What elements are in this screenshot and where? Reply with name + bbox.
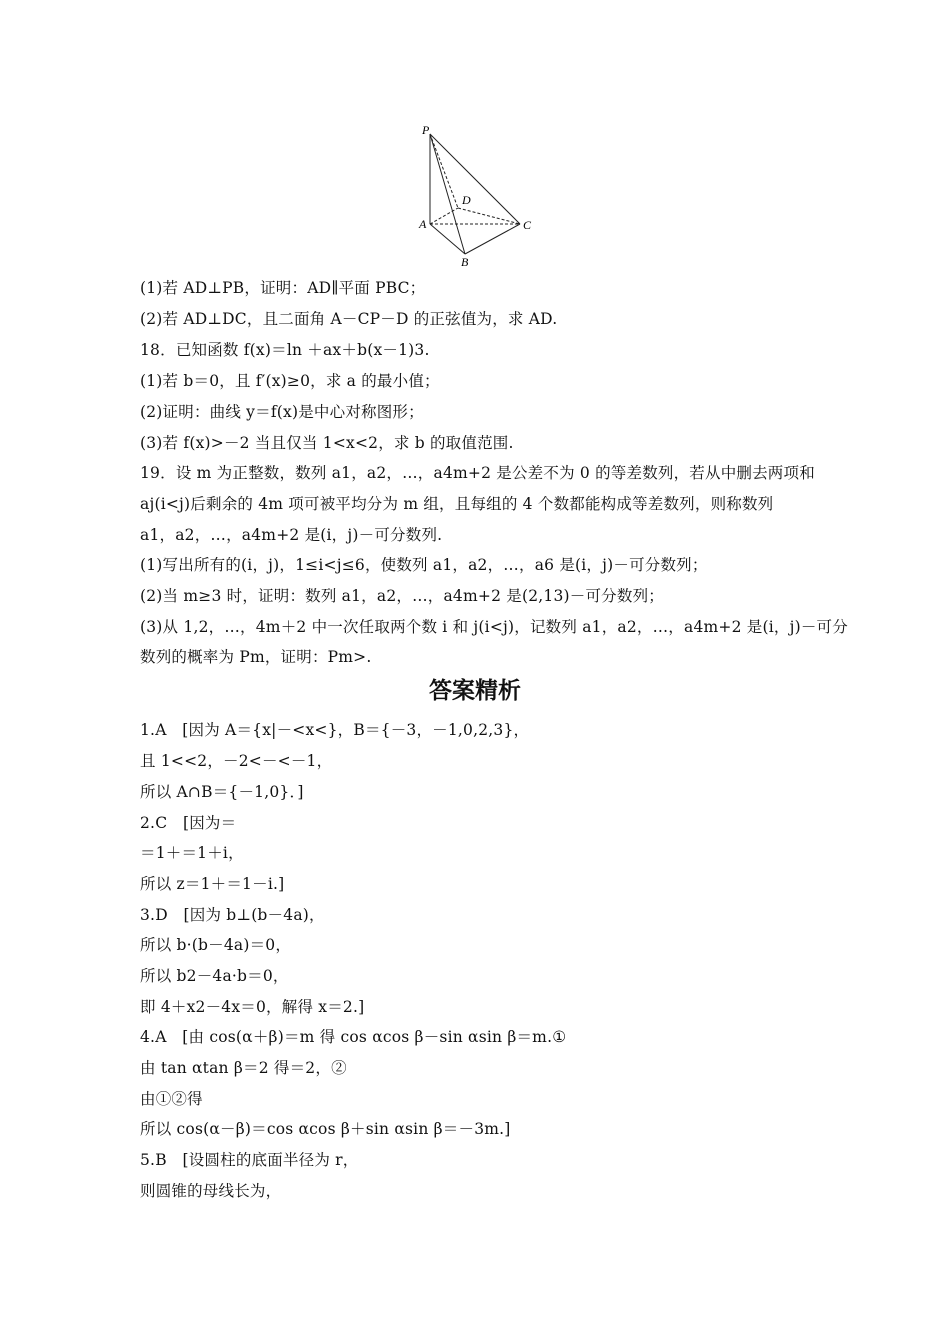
answer3-line4: 即 4＋x2－4x＝0，解得 x＝2.]: [140, 998, 365, 1016]
answer5-line1: 5.B [设圆柱的底面半径为 r，: [140, 1151, 359, 1169]
edge-AB: [430, 224, 465, 254]
q18-part1: (1)若 b＝0，且 f′(x)≥0，求 a 的最小值；: [140, 372, 440, 390]
q18-stem: 18．已知函数 f(x)＝ln ＋ax＋b(x－1)3.: [140, 341, 430, 359]
q18-part3: (3)若 f(x)>－2 当且仅当 1<x<2，求 b 的取值范围.: [140, 434, 514, 452]
edge-DC: [458, 208, 520, 224]
answer1-line2: 且 1<<2，－2<－<－1，: [140, 752, 333, 770]
q19-stem-line2: aj(i<j)后剩余的 4m 项可被平均分为 m 组，且每组的 4 个数都能构成等差数列，则称数列: [140, 495, 774, 513]
q19-part1: (1)写出所有的(i，j)，1≤i<j≤6，使数列 a1，a2，…，a6 是(i，j)－可分数列；: [140, 556, 708, 574]
q19-part3-line1: (3)从 1,2，…，4m＋2 中一次任取两个数 i 和 j(i<j)，记数列 a1，a2，…，a4m+2 是(i，j)－可分: [140, 618, 848, 636]
q17-part1: (1)若 AD⊥PB，证明：AD∥平面 PBC；: [140, 279, 426, 297]
answer4-line1: 4.A [由 cos(α＋β)＝m 得 cos αcos β－sin αsin β＝m.①: [140, 1028, 567, 1046]
answer4-line2: 由 tan αtan β＝2 得＝2，②: [140, 1059, 347, 1077]
edge-PD: [430, 134, 458, 208]
answer3-line3: 所以 b2－4a·b＝0，: [140, 967, 289, 985]
label-C: C: [523, 218, 532, 232]
answer3-line1: 3.D [因为 b⊥(b－4a)，: [140, 906, 325, 924]
label-A: A: [419, 217, 427, 231]
pyramid-figure: [410, 120, 540, 270]
q18-part2: (2)证明：曲线 y＝f(x)是中心对称图形；: [140, 403, 424, 421]
label-B: B: [461, 255, 469, 269]
answer1-line3: 所以 A∩B＝{－1,0}．]: [140, 783, 304, 801]
answer4-line4: 所以 cos(α－β)＝cos αcos β＋sin αsin β＝－3m.]: [140, 1120, 511, 1138]
pyramid-diagram: [410, 120, 540, 270]
answer1-line1: 1.A [因为 A＝{x|－<x<}，B＝{－3，－1,0,2,3}，: [140, 721, 530, 739]
answer4-line3: 由①②得: [140, 1090, 203, 1108]
answers-heading: 答案精析: [429, 678, 521, 704]
answer2-line2: ＝1＋＝1＋i，: [140, 844, 244, 862]
answer5-line2: 则圆锥的母线长为，: [140, 1182, 282, 1200]
q17-part2: (2)若 AD⊥DC，且二面角 A－CP－D 的正弦值为，求 AD.: [140, 310, 558, 328]
q19-stem-line3: a1，a2，…，a4m+2 是(i，j)－可分数列.: [140, 526, 443, 544]
q19-part3-line2: 数列的概率为 Pm，证明：Pm>.: [140, 648, 372, 666]
answer3-line2: 所以 b·(b－4a)＝0，: [140, 936, 292, 954]
label-P: P: [422, 123, 430, 137]
edge-BC: [465, 224, 520, 254]
q19-part2: (2)当 m≥3 时，证明：数列 a1，a2，…，a4m+2 是(2,13)－可分数列；: [140, 587, 664, 605]
label-D: D: [462, 193, 471, 207]
answer2-line3: 所以 z＝1＋＝1－i.]: [140, 875, 285, 893]
q19-stem-line1: 19．设 m 为正整数，数列 a1，a2，…，a4m+2 是公差不为 0 的等差数列，若从中删去两项和: [140, 464, 815, 482]
answer2-line1: 2.C [因为＝: [140, 814, 237, 832]
